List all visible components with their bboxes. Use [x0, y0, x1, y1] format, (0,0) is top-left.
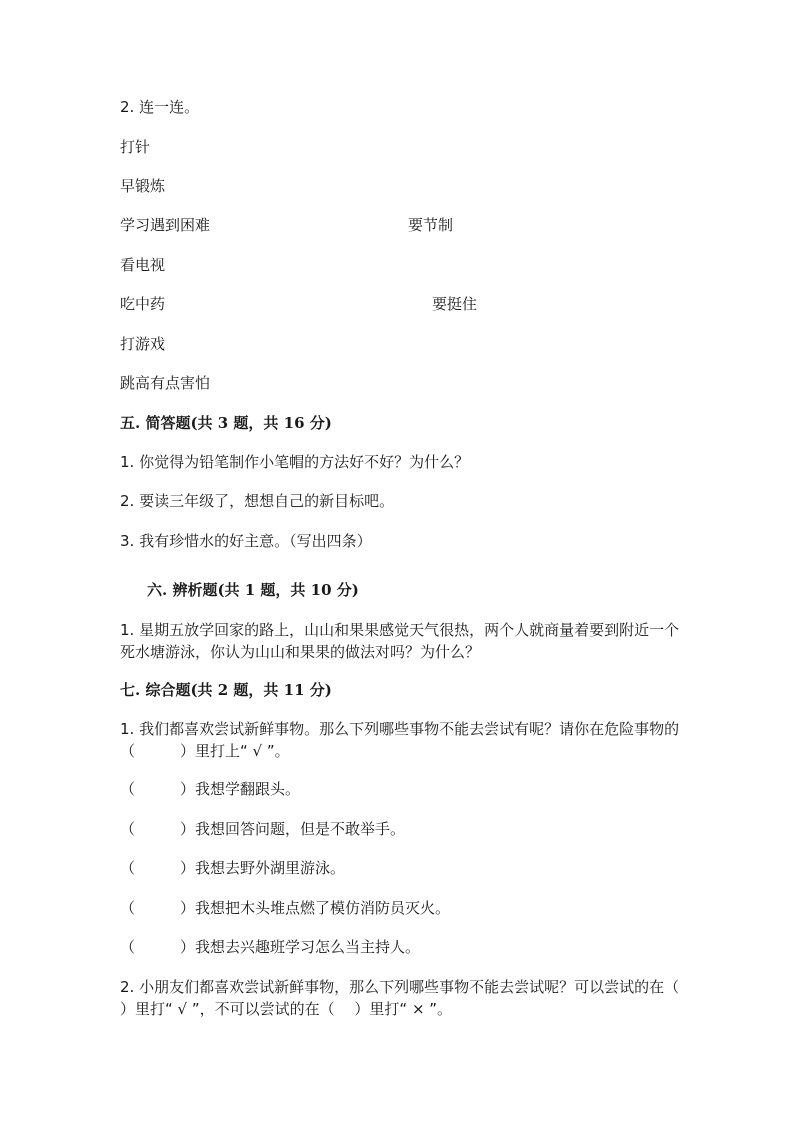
- match-right-item: 要挺住: [432, 295, 478, 313]
- match-left-item: 看电视: [120, 256, 166, 274]
- option-item: （ ）我想学翻跟头。: [120, 780, 301, 798]
- section-heading-6: 六. 辨析题(共 1 题，共 10 分): [147, 581, 359, 599]
- question-item: 3. 我有珍惜水的好主意。（写出四条）: [120, 532, 372, 550]
- question-item: 2. 要读三年级了，想想自己的新目标吧。: [120, 492, 395, 510]
- question-item: 1. 我们都喜欢尝试新鲜事物。那么下列哪些事物不能去尝试有呢？请你在危险事物的（ ）里打上“ √ ”。: [120, 720, 680, 760]
- option-item: （ ）我想去兴趣班学习怎么当主持人。: [120, 938, 421, 956]
- section-heading-7: 七. 综合题(共 2 题，共 11 分): [120, 681, 332, 699]
- match-left-item: 早锻炼: [120, 177, 166, 195]
- match-left-item: 打针: [120, 138, 151, 156]
- question-item: 2. 小朋友们都喜欢尝试新鲜事物，那么下列哪些事物不能去尝试呢？可以尝试的在（ ）里打“ √ ”，不可以尝试的在（ ）里打“ × ”。: [120, 978, 699, 1018]
- match-left-item: 跳高有点害怕: [120, 374, 211, 392]
- match-left-item: 打游戏: [120, 335, 166, 353]
- option-item: （ ）我想去野外湖里游泳。: [120, 859, 346, 877]
- option-item: （ ）我想回答问题，但是不敢举手。: [120, 820, 406, 838]
- section-heading-5: 五. 简答题(共 3 题，共 16 分): [120, 414, 332, 432]
- question-item: 1. 星期五放学回家的路上，山山和果果感觉天气很热，两个人就商量着要到附近一个死水塘游泳，你认为山山和果果的做法对吗？为什么？: [120, 621, 680, 661]
- match-title: 2. 连一连。: [120, 98, 200, 116]
- match-right-item: 要节制: [408, 216, 454, 234]
- option-item: （ ）我想把木头堆点燃了模仿消防员灭火。: [120, 899, 451, 917]
- match-left-item: 学习遇到困难: [120, 216, 211, 234]
- question-item: 1. 你觉得为铅笔制作小笔帽的方法好不好？为什么？: [120, 453, 470, 471]
- match-left-item: 吃中药: [120, 295, 166, 313]
